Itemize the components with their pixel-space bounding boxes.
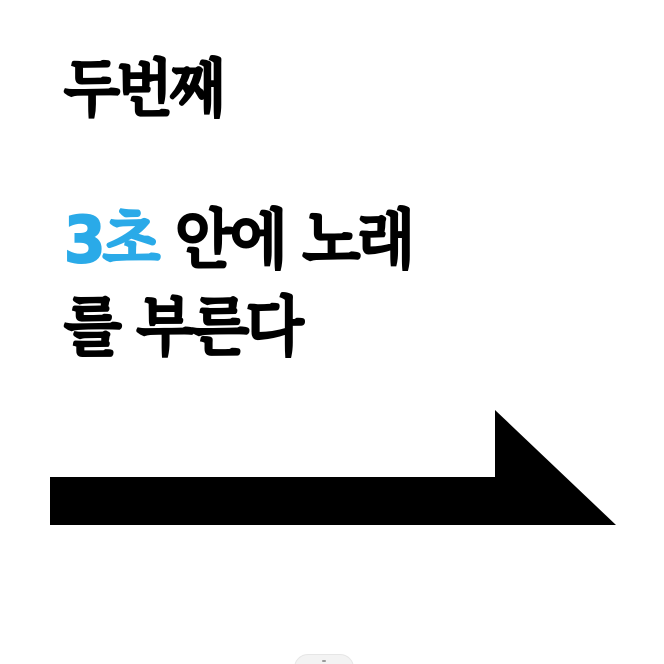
headline-accent-time: 3초: [64, 204, 158, 278]
slide-heading: 두번째: [64, 52, 223, 125]
right-arrow-shape: [50, 410, 616, 525]
handle-dot-icon: [322, 660, 326, 662]
headline-line-1-rest: 안에 노래: [157, 204, 413, 278]
bottom-handle[interactable]: [294, 654, 354, 664]
headline-line-2: 를 부른다: [64, 291, 301, 365]
